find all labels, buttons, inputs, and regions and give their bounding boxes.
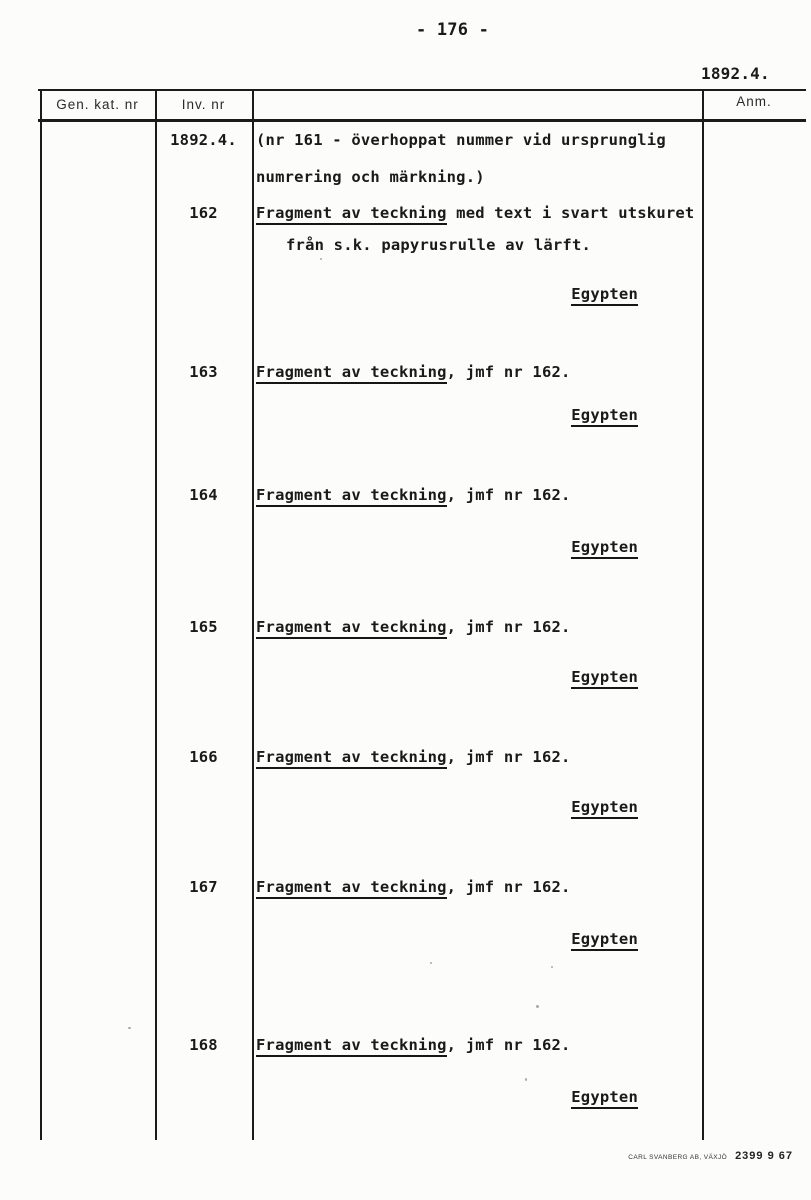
entry-location	[256, 798, 638, 816]
entry-description: Fragment av teckning, jmf nr 162.	[256, 1036, 696, 1054]
entry-location-text: Egypten	[571, 538, 638, 559]
page-number: - 176 -	[415, 20, 490, 40]
entry-title-underlined: Fragment av teckning	[256, 204, 447, 225]
entry-location	[256, 406, 638, 424]
entry-location	[256, 1088, 638, 1106]
entry-description: Fragment av teckning, jmf nr 162.	[256, 878, 696, 896]
printer-name: CARL SVANBERG AB, VÄXJÖ	[628, 1154, 728, 1161]
table-header-separator	[38, 119, 806, 122]
entry-description: Fragment av teckning med text i svart utskuret	[256, 204, 696, 222]
column-header-inv-nr: Inv. nr	[181, 97, 226, 112]
entry-location-text: Egypten	[571, 285, 638, 306]
printer-footer	[628, 1150, 793, 1162]
entry-location-text: Egypten	[571, 668, 638, 689]
entry-location-text: Egypten	[571, 406, 638, 427]
inv-nr: 168	[189, 1036, 218, 1054]
inv-nr: 163	[189, 363, 218, 381]
entry-location	[256, 668, 638, 686]
entry-title-underlined: Fragment av teckning	[256, 748, 447, 769]
entry-description: Fragment av teckning, jmf nr 162.	[256, 748, 696, 766]
entry-description: (nr 161 - överhoppat nummer vid ursprunglig	[256, 131, 666, 149]
scan-speck	[551, 966, 553, 968]
inv-nr: 1892.4.	[170, 131, 237, 149]
entry-location-text: Egypten	[571, 798, 638, 819]
entry-location-text: Egypten	[571, 930, 638, 951]
entry-location	[256, 930, 638, 948]
entry-location-text: Egypten	[571, 1088, 638, 1109]
entry-description-line2: från s.k. papyrusrulle av lärft.	[286, 236, 592, 254]
entry-location	[256, 285, 638, 303]
column-header-gen-kat-nr: Gen. kat. nr	[56, 97, 139, 112]
inv-nr: 166	[189, 748, 218, 766]
inv-nr: 162	[189, 204, 218, 222]
table-top-border	[38, 89, 806, 91]
scan-speck	[536, 1005, 539, 1008]
inv-nr: 164	[189, 486, 218, 504]
scan-speck	[320, 258, 322, 260]
entry-description: Fragment av teckning, jmf nr 162.	[256, 486, 696, 504]
ref-number: 1892.4.	[701, 64, 770, 83]
column-header-anm: Anm.	[736, 94, 772, 109]
entry-description-line2: numrering och märkning.)	[256, 168, 485, 186]
entry-description: Fragment av teckning, jmf nr 162.	[256, 618, 696, 636]
scan-speck	[430, 962, 432, 964]
scan-speck	[128, 1027, 131, 1029]
entry-title-underlined: Fragment av teckning	[256, 618, 447, 639]
table-left-border	[40, 89, 42, 1140]
column-divider-genkat-inv	[155, 89, 157, 1140]
entry-title-underlined: Fragment av teckning	[256, 878, 447, 899]
entry-title-underlined: Fragment av teckning	[256, 486, 447, 507]
inv-nr: 167	[189, 878, 218, 896]
scan-speck	[525, 1078, 527, 1081]
inv-nr: 165	[189, 618, 218, 636]
printer-code: 2399 9 67	[735, 1150, 793, 1162]
column-divider-inv-desc	[252, 89, 254, 1140]
entry-location	[256, 538, 638, 556]
entry-description: Fragment av teckning, jmf nr 162.	[256, 363, 696, 381]
entry-title-underlined: Fragment av teckning	[256, 363, 447, 384]
entry-title-underlined: Fragment av teckning	[256, 1036, 447, 1057]
